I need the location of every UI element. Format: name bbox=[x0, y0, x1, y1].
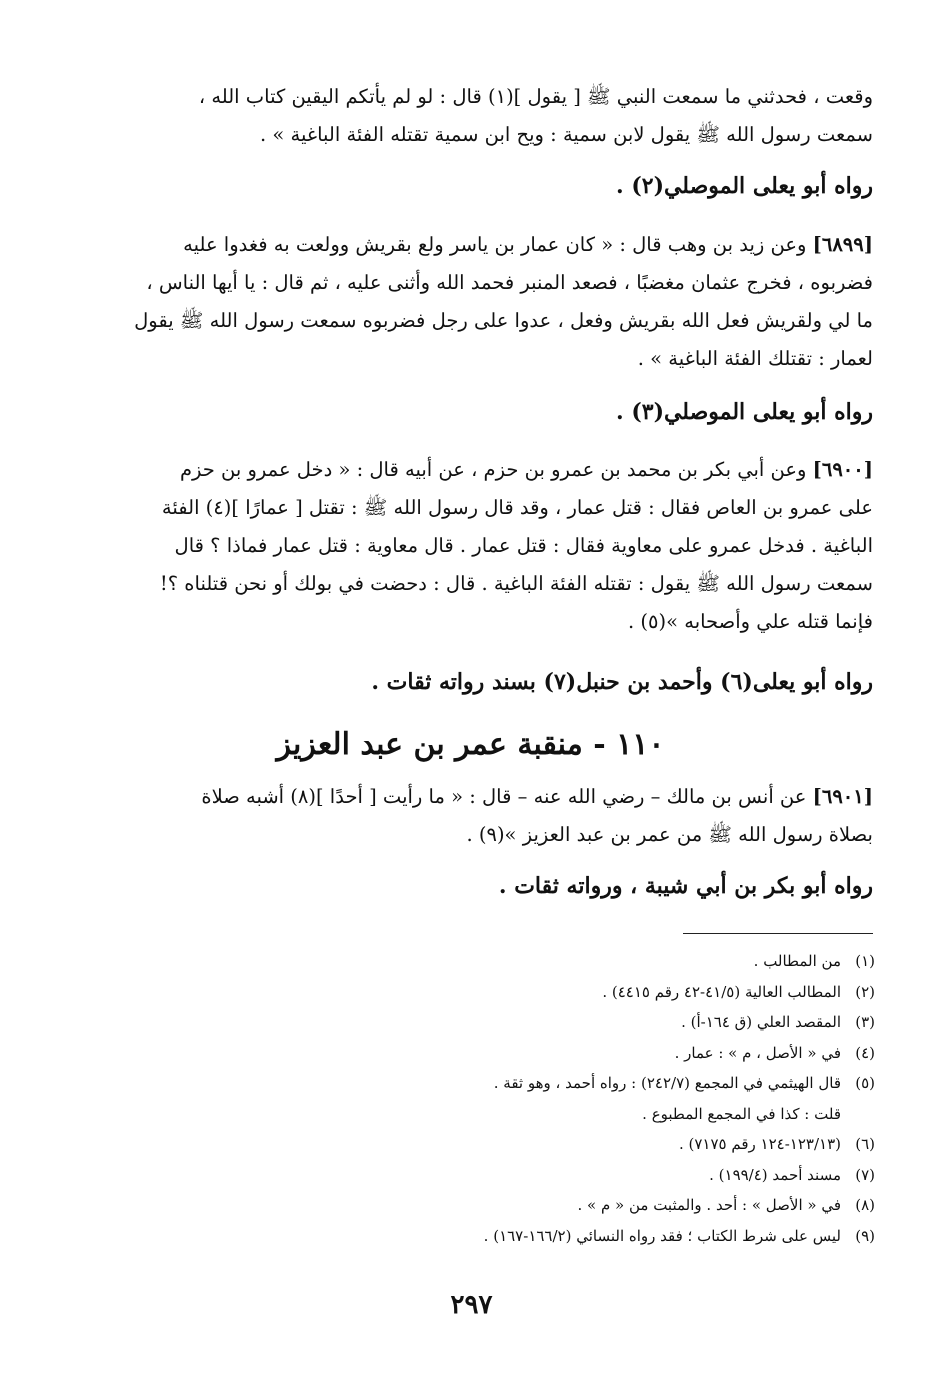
text-line: وعن أبي بكر بن محمد بن عمرو بن حزم ، عن أبيه قال : « دخل عمرو بن حزم bbox=[179, 458, 813, 481]
attribution-2: رواه أبو يعلى الموصلي(٣) . bbox=[616, 399, 873, 425]
text-line: بصلاة رسول الله ﷺ من عمر بن عبد العزيز »(٩) . bbox=[466, 823, 873, 846]
page-number: ٢٩٧ bbox=[450, 1290, 493, 1320]
text-line: سمعت رسول الله ﷺ يقول لابن سمية : ويح ابن سمية تقتله الفئة الباغية » . bbox=[260, 123, 873, 146]
text-line: فضربوه ، فخرج عثمان مغضبًا ، فصعد المنبر فحمد الله وأثنى عليه ، ثم قال : يا أيها الناس ، bbox=[146, 271, 873, 294]
footnote-2: (٢) المطالب العالية (٤١/٥-٤٢ رقم ٤٤١٥) . bbox=[602, 982, 875, 1001]
footnote-1: (١) من المطالب . bbox=[753, 952, 875, 970]
attribution-1: رواه أبو يعلى الموصلي(٢) . bbox=[616, 173, 873, 199]
hadith-number: [٦٩٠١] bbox=[812, 785, 873, 808]
hadith-number: [٦٨٩٩] bbox=[812, 233, 873, 256]
text-line: وعن زيد بن وهب قال : « كان عمار بن ياسر ولع بقريش وولعت به فغدوا عليه bbox=[183, 233, 813, 256]
continued-hadith-text bbox=[68, 78, 873, 154]
hadith-6901 bbox=[68, 778, 873, 854]
text-line: سمعت رسول الله ﷺ يقول : تقتله الفئة الباغية . قال : دحضت في بولك أو نحن قتلناه ؟! bbox=[159, 572, 873, 595]
text-line: لعمار : تقتلك الفئة الباغية » . bbox=[637, 347, 873, 370]
footnote-6: (٦) (١٢٣/١٣-١٢٤ رقم ٧١٧٥) . bbox=[678, 1135, 875, 1153]
footnote-5-continuation: قلت : كذا في المجمع المطبوع . bbox=[642, 1104, 841, 1123]
footnote-8: (٨) في « الأصل » : أحد . والمثبت من « م » . bbox=[577, 1196, 875, 1214]
footnote-3: (٣) المقصد العلي (ق ١٦٤-أ) . bbox=[681, 1013, 875, 1031]
footnote-7: (٧) مسند أحمد (١٩٩/٤) . bbox=[709, 1165, 875, 1184]
text-line: ما لي ولقريش فعل الله بقريش وفعل ، عدوا على رجل فضربوه سمعت رسول الله ﷺ يقول bbox=[134, 309, 873, 332]
text-line: عن أنس بن مالك – رضي الله عنه – قال : « ما رأيت [ أحدًا ](٨) أشبه صلاة bbox=[201, 785, 813, 808]
footnote-divider bbox=[683, 933, 873, 934]
text-line: فإنما قتله علي وأصحابه »(٥) . bbox=[628, 610, 873, 633]
footnotes bbox=[65, 946, 875, 1251]
hadith-number: [٦٩٠٠] bbox=[812, 458, 873, 481]
text-line: وقعت ، فحدثني ما سمعت النبي ﷺ [ يقول ](١) قال : لو لم يأتكم اليقين كتاب الله ، bbox=[198, 85, 873, 108]
footnote-5: (٥) قال الهيثمي في المجمع (٢٤٢/٧) : رواه أحمد ، وهو ثقة . bbox=[493, 1074, 875, 1092]
attribution-3: رواه أبو يعلى(٦) وأحمد بن حنبل(٧) بسند رواته ثقات . bbox=[371, 669, 873, 695]
text-line: على عمرو بن العاص فقال : قتل عمار ، وقد قال رسول الله ﷺ : تقتل [ عمارًا ](٤) الفئة bbox=[161, 496, 873, 519]
text-line: الباغية . فدخل عمرو على معاوية فقال : قتل عمار . قال معاوية : قتل عمار فماذا ؟ قال bbox=[174, 534, 873, 557]
footnote-9: (٩) ليس على شرط الكتاب ؛ فقد رواه النسائي (١٦٦/٢-١٦٧) . bbox=[483, 1226, 875, 1245]
hadith-6900 bbox=[68, 451, 873, 641]
attribution-4: رواه أبو بكر بن أبي شيبة ، ورواته ثقات . bbox=[498, 873, 873, 899]
section-heading: ١١٠ - منقبة عمر بن عبد العزيز bbox=[276, 727, 665, 762]
hadith-6899 bbox=[68, 226, 873, 378]
footnote-4: (٤) في « الأصل ، م » : عمار . bbox=[674, 1043, 875, 1062]
